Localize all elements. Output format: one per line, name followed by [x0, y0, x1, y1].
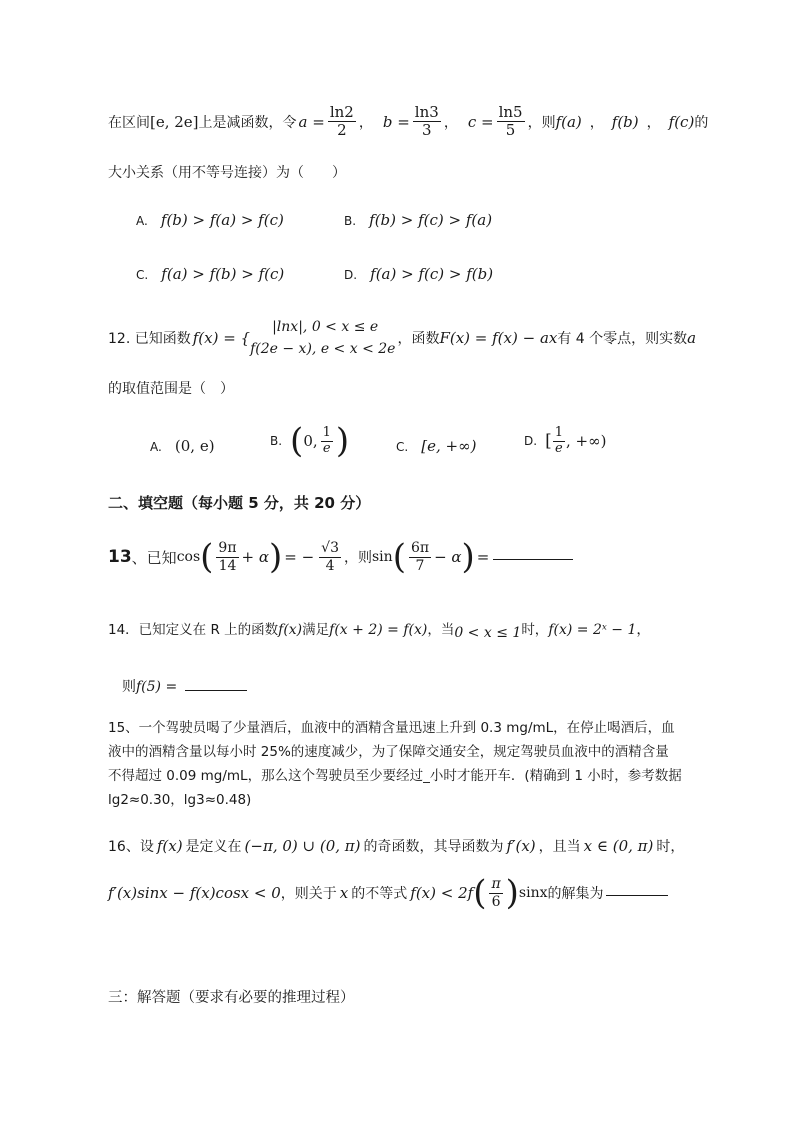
q15-line: 液中的酒精含量以每小时 25%的速度减少，为了保障交通安全，规定驾驶员血液中的酒精含量: [108, 744, 669, 760]
q13-answer-blank[interactable]: [493, 558, 573, 560]
q11-mid: 上是减函数，令: [198, 114, 297, 131]
q11-prefix: 在区间: [108, 114, 150, 131]
q11-fc: f(c): [668, 112, 695, 131]
q13-arg2-frac: $\frac{6\pi}{7}$: [410, 540, 430, 574]
q12-cases: [250, 316, 395, 360]
section-2-title: 二、填空题（每小题 5 分，共 20 分）: [108, 494, 371, 512]
q11-line1: 在区间 [e, 2e] 上是减函数，令 a = $\frac{\ln 2}{2}$ ， b = $\frac{\ln 3}{3}$ ， c = $\frac{\ln 5}{5}$ ，则 f(a) ， f(b) ， f(c) 的: [108, 103, 709, 140]
q12-option-a[interactable]: A. (0, e): [150, 437, 215, 455]
q16-answer-blank[interactable]: [606, 894, 668, 896]
q12-line1: [108, 316, 696, 360]
q11-a-lhs: a =: [298, 112, 325, 131]
q12-mid: ，函数: [397, 331, 440, 347]
q11-a-frac: $\frac{\ln 2}{2}$: [329, 103, 354, 140]
q11-line2: 大小关系（用不等号连接）为（ ）: [108, 165, 346, 181]
q13-prefix: 、已知: [131, 548, 177, 567]
q12-option-b-frac: $\frac{1}{e}$: [322, 424, 331, 456]
q16-line2: f′(x)sinx − f(x)cosx < 0 ，则关于 x 的不等式 f(x) < 2f ( $\frac{\pi}{6}$ ) sinx 的解集为: [108, 876, 668, 910]
q13-rhs-frac: $\frac{√3}{4}$: [321, 540, 339, 574]
q15-paragraph: [108, 716, 682, 812]
q11-b-lhs: b =: [382, 112, 410, 131]
q14-line1: 14．已知定义在 R 上的函数 f(x) 满足 f(x + 2) = f(x) ，当 0 < x ≤ 1 时， f(x) = 2ˣ − 1 ，: [108, 622, 651, 641]
q11-fb: f(b): [611, 112, 639, 131]
q12-line2: 的取值范围是（ ）: [108, 381, 234, 397]
q11-fa: f(a): [555, 112, 582, 131]
q16-frac: $\frac{\pi}{6}$: [491, 876, 501, 910]
q13-arg1-frac: $\frac{9\pi}{14}$: [218, 540, 237, 574]
q12-prefix: 12. 已知函数: [108, 331, 191, 347]
section-3-title: 三：解答题（要求有必要的推理过程）: [108, 990, 355, 1006]
q12-suffix: 有 4 个零点，则实数: [557, 331, 688, 347]
q15-line: 15、一个驾驶员喝了少量酒后，血液中的酒精含量迅速上升到 0.3 mg/mL，在停止喝酒后，血: [108, 720, 675, 736]
q12-option-b[interactable]: B. ( 0, $\frac{1}{e}$ ): [270, 421, 350, 461]
q14-answer-blank[interactable]: [185, 689, 247, 691]
q13-sin: sin: [372, 549, 393, 565]
q11-option-d[interactable]: D. f(a) > f(c) > f(b): [344, 265, 494, 283]
q11-option-c[interactable]: C. f(a) > f(b) > f(c): [136, 265, 285, 283]
q12-case1: |lnx|, 0 < x ≤ e: [272, 319, 379, 335]
q12-option-c[interactable]: C. [e, +∞): [396, 437, 477, 455]
q12-fx: f(x) = {: [192, 329, 251, 347]
q15-line: lg2≈0.30，lg3≈0.48): [108, 792, 252, 808]
q12-Fx: F(x) = f(x) − ax: [439, 329, 558, 347]
q11-interval: [e, 2e]: [150, 112, 199, 131]
q11-c-lhs: c =: [467, 112, 494, 131]
q11-option-a[interactable]: A. f(b) > f(a) > f(c): [136, 211, 284, 229]
q13-number: 13: [108, 547, 132, 567]
q11-then: ，则: [527, 114, 556, 131]
q14-line2: 则 f(5) =: [122, 676, 247, 696]
q16-line1: 16、设 f(x) 是定义在 (−π, 0) ∪ (0, π) 的奇函数，其导函数为 f′(x) ，且当 x ∈ (0, π) 时，: [108, 837, 685, 855]
q13-line: 13 、已知 cos ( $\frac{9\pi}{14}$ + α ) = − $\frac{√3}{4}$ ，则 sin ( $\frac{6\pi}{7}$ − α ) =: [108, 540, 573, 574]
q11-option-b[interactable]: B. f(b) > f(c) > f(a): [344, 211, 493, 229]
q12-var: a: [687, 329, 697, 347]
q13-cos: cos: [176, 549, 201, 565]
q12-option-d-frac: $\frac{1}{e}$: [554, 425, 563, 456]
q11-b-frac: $\frac{\ln 3}{3}$: [414, 103, 439, 140]
q12-case2: f(2e − x), e < x < 2e: [250, 341, 396, 357]
q15-line: 不得超过 0.09 mg/mL，那么这个驾驶员至少要经过_小时才能开车．(精确到 1 小时，参考数据: [108, 768, 682, 784]
q11-end: 的: [694, 114, 709, 131]
q11-c-frac: $\frac{\ln 5}{5}$: [498, 103, 523, 140]
q12-option-d[interactable]: D. [ $\frac{1}{e}$ , +∞): [524, 425, 607, 456]
